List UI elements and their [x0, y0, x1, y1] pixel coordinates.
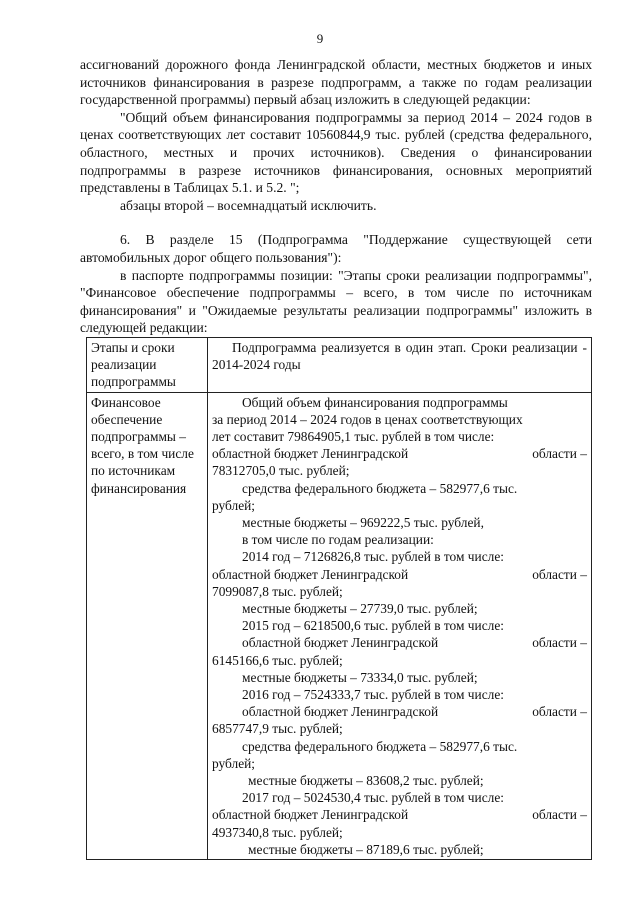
- passport-table: [86, 337, 592, 860]
- financing-line: 2016 год – 7524333,7 тыс. рублей в том числе:: [242, 686, 504, 702]
- exclude-paragraph: абзацы второй – восемнадцатый исключить.: [120, 197, 377, 213]
- financing-line-part: области –: [532, 635, 587, 651]
- financing-line-part: областной бюджет Ленинградской: [212, 807, 409, 823]
- financing-line: Общий объем финансирования подпрограммы: [242, 394, 508, 410]
- financing-line: рублей;: [212, 755, 256, 771]
- financing-line-part: областной бюджет Ленинградской: [242, 704, 439, 720]
- table-row: [87, 337, 592, 392]
- financing-line-part: областной бюджет Ленинградской: [212, 566, 409, 582]
- financing-line: средства федерального бюджета – 582977,6 тыс.: [242, 480, 518, 496]
- financing-line-part: области –: [532, 446, 587, 462]
- financing-line: местные бюджеты – 969222,5 тыс. рублей,: [242, 514, 484, 530]
- financing-line-part: областной бюджет Ленинградской: [242, 635, 439, 651]
- financing-line: местные бюджеты – 87189,6 тыс. рублей;: [248, 841, 484, 857]
- financing-line: местные бюджеты – 83608,2 тыс. рублей;: [248, 772, 484, 788]
- financing-line-part: области –: [532, 566, 587, 582]
- section-paragraph: 6. В разделе 15 (Подпрограмма "Поддержание существующей сети автомобильных дорог общего пользования"):: [80, 232, 592, 265]
- financing-line: лет составит 79864905,1 тыс. рублей в том числе:: [212, 428, 495, 444]
- financing-line: средства федерального бюджета – 582977,6 тыс.: [242, 738, 518, 754]
- financing-line: в том числе по годам реализации:: [242, 532, 434, 548]
- document-body: [80, 56, 592, 860]
- financing-line: 2017 год – 5024530,4 тыс. рублей в том числе:: [242, 790, 504, 806]
- quote-paragraph: "Общий объем финансирования подпрограммы за период 2014 – 2024 годов в ценах соответствующих лет составит 10560844,9 тыс. рублей (средства федерального, областного, местных и прочих источников). Сведения о финансировании подпрограммы в разрезе источников финансирования, основных мероприятий представлены в Таблицах 5.1. и 5.2. ";: [80, 109, 592, 196]
- financing-line: 6145166,6 тыс. рублей;: [212, 652, 343, 668]
- financing-line: [212, 634, 587, 651]
- financing-line: местные бюджеты – 73334,0 тыс. рублей;: [242, 669, 478, 685]
- financing-line: 2015 год – 6218500,6 тыс. рублей в том числе:: [242, 618, 504, 634]
- financing-line: 78312705,0 тыс. рублей;: [212, 463, 350, 479]
- financing-line: за период 2014 – 2024 годов в ценах соответствующих: [212, 411, 523, 427]
- stages-text: Подпрограмма реализуется в один этап. Сроки реализации - 2014-2024 годы: [212, 339, 587, 373]
- intro-paragraph: ассигнований дорожного фонда Ленинградской области, местных бюджетов и иных источников финансирования в разрезе подпрограмм, а также по годам реализации государственной программы) первый абзац изложить в следующей редакции:: [80, 57, 592, 108]
- financing-line: [212, 703, 587, 720]
- financing-line: [212, 806, 587, 823]
- financing-line: местные бюджеты – 27739,0 тыс. рублей;: [242, 600, 478, 616]
- financing-line: 7099087,8 тыс. рублей;: [212, 583, 343, 599]
- paragraph-gap: [80, 214, 592, 231]
- financing-line-part: областной бюджет Ленинградской: [212, 446, 409, 462]
- financing-line-part: области –: [532, 807, 587, 823]
- financing-line: [212, 566, 587, 583]
- row-label-financing: Финансовое обеспечение подпрограммы – всего, в том числе по источникам финансирования: [87, 392, 208, 859]
- financing-line: [212, 445, 587, 462]
- financing-line: 6857747,9 тыс. рублей;: [212, 721, 343, 737]
- page-number: 9: [316, 31, 324, 46]
- financing-line-part: области –: [532, 704, 587, 720]
- row-label-stages: Этапы и сроки реализации подпрограммы: [87, 337, 208, 392]
- financing-line: рублей;: [212, 497, 256, 513]
- financing-line: 4937340,8 тыс. рублей;: [212, 824, 343, 840]
- row-value-stages: [208, 337, 592, 392]
- financing-line: 2014 год – 7126826,8 тыс. рублей в том числе:: [242, 549, 504, 565]
- passport-paragraph: в паспорте подпрограммы позиции: "Этапы сроки реализации подпрограммы", "Финансовое обеспечение подпрограммы – всего, в том числе по источникам финансирования" и "Ожидаемые результаты реализации подпрограммы" изложить в следующей редакции:: [80, 267, 592, 336]
- table-row: [87, 392, 592, 859]
- row-value-financing: [208, 392, 592, 859]
